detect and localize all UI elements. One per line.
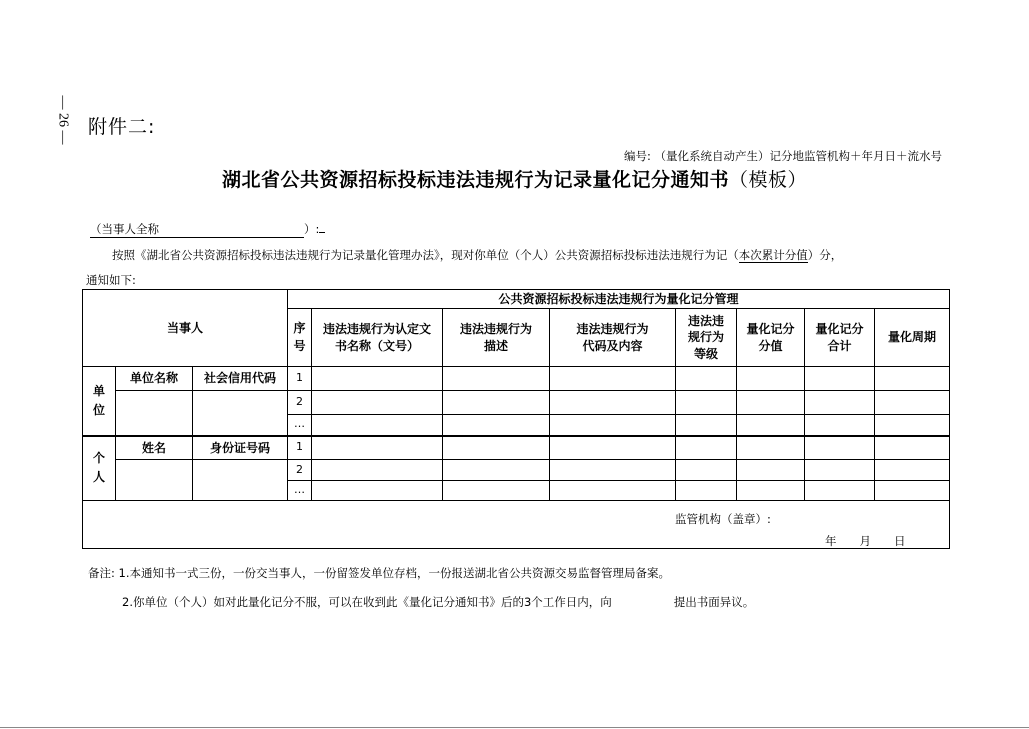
unit-row-seq: 2 (288, 391, 312, 415)
cell[interactable] (550, 367, 676, 391)
unit-name-header: 单位名称 (116, 367, 193, 391)
person-row-seq: 2 (288, 460, 312, 481)
cell[interactable] (443, 391, 550, 415)
body-paragraph-line2: 通知如下: (86, 273, 136, 287)
note-2: 2.你单位（个人）如对此量化记分不服，可以在收到此《量化记分通知书》后的3个工作日内，向 提出书面异议。 (122, 595, 755, 609)
cell[interactable] (737, 415, 805, 436)
cell[interactable] (443, 481, 550, 501)
cell[interactable] (805, 460, 875, 481)
cell[interactable] (805, 391, 875, 415)
cell[interactable] (875, 481, 950, 501)
col-seq: 序号 (288, 309, 312, 367)
cell[interactable] (443, 436, 550, 460)
cell[interactable] (443, 460, 550, 481)
party-header: 当事人 (83, 290, 288, 367)
cell[interactable] (443, 367, 550, 391)
cell[interactable] (875, 415, 950, 436)
cell[interactable] (676, 436, 737, 460)
cell[interactable] (805, 367, 875, 391)
agency-seal-label: 监管机构（盖章）: (675, 512, 771, 526)
document-title (0, 165, 1029, 192)
col-total: 量化记分合计 (805, 309, 875, 367)
cell[interactable] (805, 436, 875, 460)
cell[interactable] (875, 460, 950, 481)
cell[interactable] (312, 481, 443, 501)
attachment-label: 附件二: (88, 116, 156, 138)
cell[interactable] (875, 367, 950, 391)
cell[interactable] (737, 367, 805, 391)
col-level: 违法违规行为等级 (676, 309, 737, 367)
unit-code-cell[interactable] (193, 391, 288, 436)
unit-name-cell[interactable] (116, 391, 193, 436)
person-name-cell[interactable] (116, 460, 193, 501)
signature-block (83, 501, 950, 549)
sign-date: 年 月 日 (825, 534, 906, 548)
person-id-cell[interactable] (193, 460, 288, 501)
party-fullname-line (90, 221, 325, 237)
person-name-header: 姓名 (116, 436, 193, 460)
cell[interactable] (550, 460, 676, 481)
cell[interactable] (805, 415, 875, 436)
cell[interactable] (312, 436, 443, 460)
col-period: 量化周期 (875, 309, 950, 367)
party-close: ）: (304, 222, 320, 236)
unit-row-seq: 1 (288, 367, 312, 391)
cell[interactable] (737, 391, 805, 415)
scoring-table (82, 289, 950, 549)
party-fullname-field[interactable]: （当事人全称 (90, 222, 304, 238)
col-desc: 违法违规行为描述 (443, 309, 550, 367)
unit-row-seq: … (288, 415, 312, 436)
cell[interactable] (312, 391, 443, 415)
page-bottom-divider (0, 727, 1029, 728)
cell[interactable] (443, 415, 550, 436)
cell[interactable] (550, 481, 676, 501)
page-number: — 26 — (55, 95, 70, 145)
title-suffix: （模板） (729, 169, 808, 191)
body-paragraph-line1: 按照《湖北省公共资源招标投标违法违规行为记录量化管理办法》，现对你单位（个人）公共资源招标投标违法违规行为记（本次累计分值）分， (112, 248, 843, 262)
cell[interactable] (312, 415, 443, 436)
person-row-seq: … (288, 481, 312, 501)
cell[interactable] (550, 436, 676, 460)
note-1: 备注: 1.本通知书一式三份，一份交当事人，一份留签发单位存档，一份报送湖北省公共资源交易监督管理局备案。 (88, 566, 670, 580)
unit-code-header: 社会信用代码 (193, 367, 288, 391)
cell[interactable] (875, 436, 950, 460)
cell[interactable] (875, 391, 950, 415)
unit-label: 单位 (83, 367, 116, 436)
person-label: 个人 (83, 436, 116, 501)
col-score: 量化记分分值 (737, 309, 805, 367)
serial-number: 编号: （量化系统自动产生）记分地监管机构＋年月日＋流水号 (623, 149, 942, 163)
person-id-header: 身份证号码 (193, 436, 288, 460)
cell[interactable] (737, 481, 805, 501)
person-row-seq: 1 (288, 436, 312, 460)
cell[interactable] (737, 460, 805, 481)
cell[interactable] (550, 391, 676, 415)
cell[interactable] (737, 436, 805, 460)
cumulative-score-field[interactable]: 本次累计分值 (738, 248, 808, 262)
cell[interactable] (676, 367, 737, 391)
col-code: 违法违规行为代码及内容 (550, 309, 676, 367)
cell[interactable] (550, 415, 676, 436)
cell[interactable] (312, 367, 443, 391)
management-header: 公共资源招标投标违法违规行为量化记分管理 (288, 290, 950, 309)
cell[interactable] (676, 415, 737, 436)
cell[interactable] (676, 460, 737, 481)
cell[interactable] (805, 481, 875, 501)
cell[interactable] (676, 391, 737, 415)
col-doc: 违法违规行为认定文书名称（文号） (312, 309, 443, 367)
cell[interactable] (676, 481, 737, 501)
title-main: 湖北省公共资源招标投标违法违规行为记录量化记分通知书 (221, 169, 729, 191)
cell[interactable] (312, 460, 443, 481)
